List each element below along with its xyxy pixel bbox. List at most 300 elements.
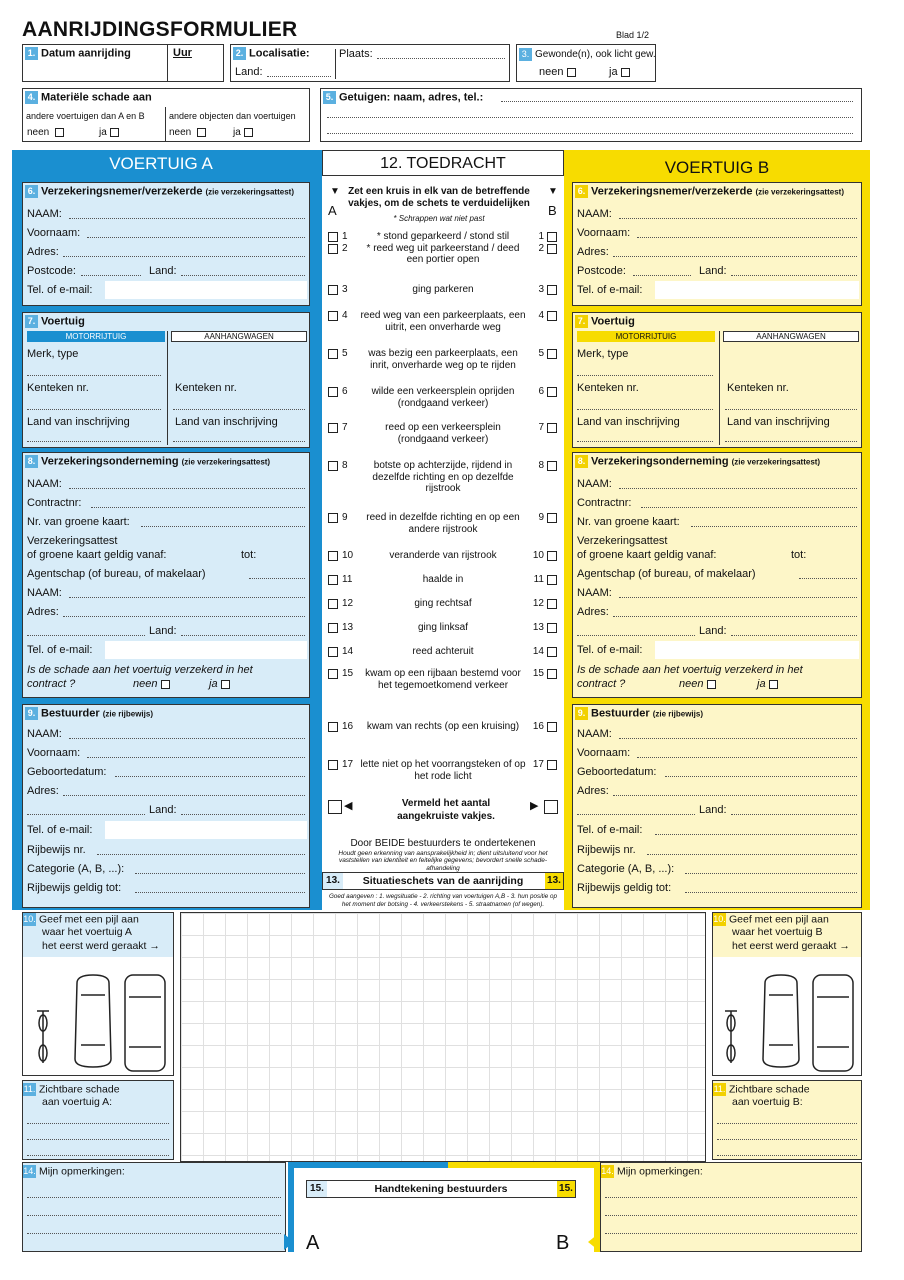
toedracht-a-checkbox-2[interactable] bbox=[328, 244, 338, 254]
toedracht-b-checkbox-11[interactable] bbox=[547, 575, 557, 585]
toedracht-item-label: botste op achterzijde, rijdend in dezelfde richting en op dezelfde rijstrook bbox=[372, 460, 514, 494]
section-material-damage: 4. Materiële schade aan andere voertuigen dan A en B andere objecten dan voertuigen neen ja neen ja bbox=[22, 88, 310, 142]
a-covered-no-checkbox[interactable] bbox=[161, 680, 170, 689]
a-agent-label: Agentschap (of bureau, of makelaar) bbox=[27, 568, 206, 580]
signature-num-a: 15. bbox=[307, 1181, 327, 1197]
insurer-a-hint: (zie verzekeringsattest) bbox=[181, 457, 271, 467]
insurer-b: 8. Verzekeringsonderneming (zie verzekeringsattest) NAAM: Contractnr: Nr. van groene kaart: Verzekeringsattest of groene kaart geldig vanaf: tot: Agentschap (of bureau, of makelaar) NAAM: Adres: Land: Tel. of e-mail: Is de schade aan het voertuig verzekerd in het contract ? neen ja bbox=[572, 452, 862, 698]
b-voornaam-field[interactable] bbox=[637, 237, 857, 238]
toedracht-b-number: 9 bbox=[538, 512, 544, 523]
toedracht-b-checkbox-7[interactable] bbox=[547, 423, 557, 433]
policyholder-b: 6. Verzekeringsnemer/verzekerde (zie verzekeringsattest) NAAM: Voornaam: Adres: Postcode: Land: Tel. of e-mail: bbox=[572, 182, 862, 306]
driver-a-hint: (zie rijbewijs) bbox=[102, 709, 153, 719]
impact-a: 10. Geef met een pijl aan waar het voertuig A het eerst werd geraakt → bbox=[22, 912, 174, 1076]
toedracht-b-number: 12 bbox=[532, 598, 544, 609]
vehicle-a-section: 7. Voertuig MOTORRIJTUIG AANHANGWAGEN Merk, type Kenteken nr. Kenteken nr. Land van inschrijving Land van inschrijving bbox=[22, 312, 310, 448]
toedracht-item-label: kwam op een rijbaan bestemd voor het tegemoetkomend verkeer bbox=[365, 668, 521, 691]
a-tel-label: Tel. of e-mail: bbox=[27, 284, 93, 296]
a-drv-voornaam-field[interactable] bbox=[87, 757, 305, 758]
b-contract-field[interactable] bbox=[641, 507, 857, 508]
a-drv-geboorte-label: Geboortedatum: bbox=[27, 766, 107, 778]
toedracht-item-label: wilde een verkeersplein oprijden (rondgaand verkeer) bbox=[371, 386, 515, 409]
a-drv-adres-field[interactable] bbox=[63, 795, 305, 796]
a-merk-label: Merk, type bbox=[27, 348, 79, 360]
toedracht-item-label: reed achteruit bbox=[412, 646, 474, 657]
a-covered-yes-label: ja bbox=[209, 678, 218, 690]
other-vehicles-label: andere voertuigen dan A en B bbox=[26, 111, 145, 121]
toedracht-a-checkbox-11[interactable] bbox=[328, 575, 338, 585]
toedracht-item-label: veranderde van rijstrook bbox=[389, 550, 497, 561]
b-groene-label: Nr. van groene kaart: bbox=[577, 516, 680, 528]
a-drv-adres2-field[interactable] bbox=[27, 814, 145, 815]
a-adres-field[interactable] bbox=[63, 256, 305, 257]
damage-a-line1: Zichtbare schade bbox=[39, 1083, 120, 1096]
toedracht-b-checkbox-4[interactable] bbox=[547, 311, 557, 321]
remarks-b-field-2[interactable] bbox=[605, 1215, 857, 1216]
a-agent-tel-label: Tel. of e-mail: bbox=[27, 644, 93, 656]
b-merk-field[interactable] bbox=[577, 375, 713, 376]
driver-a: 9. Bestuurder (zie rijbewijs) NAAM: Voornaam: Geboortedatum: Adres: Land: Tel. of e-mail: Rijbewijs nr. Categorie (A, B, ...): Rijbewijs geldig tot: bbox=[22, 704, 310, 908]
toedracht-b-checkbox-12[interactable] bbox=[547, 599, 557, 609]
other-objects-label: andere objecten dan voertuigen bbox=[169, 111, 296, 121]
vehicle-b-label: Voertuig bbox=[591, 315, 635, 328]
toedracht-a-checkbox-4[interactable] bbox=[328, 311, 338, 321]
policyholder-a: 6. Verzekeringsnemer/verzekerde (zie verzekeringsattest) NAAM: Voornaam: Adres: Postcode: Land: Tel. of e-mail: bbox=[22, 182, 310, 306]
a-trailer-land-label: Land van inschrijving bbox=[175, 416, 278, 428]
toedracht-b-checkbox-16[interactable] bbox=[547, 722, 557, 732]
remarks-b-field-1[interactable] bbox=[605, 1197, 857, 1198]
toedracht-b-number: 13 bbox=[532, 622, 544, 633]
toedracht-b-checkbox-5[interactable] bbox=[547, 349, 557, 359]
b-land-label: Land: bbox=[699, 265, 727, 277]
toedracht-b-checkbox-2[interactable] bbox=[547, 244, 557, 254]
date-field[interactable] bbox=[25, 63, 163, 79]
a-agent-adres-label: Adres: bbox=[27, 606, 59, 618]
b-naam-field[interactable] bbox=[619, 218, 857, 219]
toedracht-b-checkbox-9[interactable] bbox=[547, 513, 557, 523]
injured-no-label: neen bbox=[539, 66, 564, 78]
section-witnesses: 5. Getuigen: naam, adres, tel.: bbox=[320, 88, 862, 142]
witnesses-line-3[interactable] bbox=[327, 133, 853, 134]
b-drv-naam-field[interactable] bbox=[619, 738, 857, 739]
sketch-num-a: 13. bbox=[323, 873, 343, 889]
toedracht-a-number: 4 bbox=[342, 310, 348, 321]
sign-note: Houdt geen erkenning van aansprakelijkheid in; dient uitsluitend voor het vaststellen van identiteit en feitelijke gegevens; bevordert snelle schade-afhandeling bbox=[338, 850, 548, 872]
toedracht-a-number: 3 bbox=[342, 284, 348, 295]
a-land-insch-field[interactable] bbox=[27, 441, 161, 442]
b-trailer-header: AANHANGWAGEN bbox=[723, 331, 859, 342]
sketch-grid[interactable] bbox=[180, 912, 706, 1162]
toedracht-b-checkbox-14[interactable] bbox=[547, 647, 557, 657]
toedracht-a-number: 7 bbox=[342, 422, 348, 433]
toedracht-b-number: 11 bbox=[533, 574, 544, 585]
toedracht-a-number: 10 bbox=[342, 550, 354, 561]
toedracht-a-number: 8 bbox=[342, 460, 348, 471]
sketch-header bbox=[322, 872, 564, 890]
remarks-b-field-3[interactable] bbox=[605, 1233, 857, 1234]
b-groene-field[interactable] bbox=[691, 526, 857, 527]
toedracht-b-number: 17 bbox=[532, 759, 544, 770]
toedracht-a-checkbox-7[interactable] bbox=[328, 423, 338, 433]
b-drv-geboorte-field[interactable] bbox=[665, 776, 857, 777]
b-postcode-field[interactable] bbox=[633, 275, 691, 276]
b-covered-yes-label: ja bbox=[757, 678, 766, 690]
vehicle-a-title: VOERTUIG A bbox=[109, 154, 213, 173]
a-drv-tel-field[interactable] bbox=[105, 821, 307, 839]
toedracht-item-label: * stond geparkeerd / stond stil * reed weg uit parkeerstand / deed een portier open bbox=[366, 231, 520, 265]
a-trailer-land-field[interactable] bbox=[173, 441, 305, 442]
a-rijbewijs-field[interactable] bbox=[97, 854, 305, 855]
toedracht-item-label: reed in dezelfde richting en op een andere rijstrook bbox=[366, 512, 520, 535]
toedracht-b-checkbox-13[interactable] bbox=[547, 623, 557, 633]
toedracht-a-number: 15 bbox=[342, 668, 354, 679]
impact-b-line1: Geef met een pijl aan bbox=[729, 913, 829, 926]
objects-no-label: neen bbox=[169, 127, 192, 138]
policyholder-a-label: Verzekeringsnemer/verzekerde bbox=[41, 185, 203, 198]
toedracht-b-checkbox-3[interactable] bbox=[547, 285, 557, 295]
policyholder-b-label: Verzekeringsnemer/verzekerde bbox=[591, 185, 753, 198]
injured-no-checkbox[interactable] bbox=[567, 68, 576, 77]
b-voornaam-label: Voornaam: bbox=[577, 227, 631, 239]
signature-a-marker: A bbox=[306, 1232, 320, 1254]
b-trailer-kenteken-field[interactable] bbox=[725, 409, 857, 410]
driver-a-label: Bestuurder bbox=[41, 707, 100, 720]
vehicle-a-label: Voertuig bbox=[41, 315, 85, 328]
toedracht-header bbox=[322, 150, 564, 176]
remarks-a-field-3[interactable] bbox=[27, 1233, 281, 1234]
b-rijbewijs-field[interactable] bbox=[647, 854, 857, 855]
vehicles-no-checkbox[interactable] bbox=[55, 128, 64, 137]
insurer-a-label: Verzekeringsonderneming bbox=[41, 455, 179, 468]
b-agent-land-field[interactable] bbox=[731, 635, 857, 636]
total-a-box[interactable] bbox=[328, 800, 342, 814]
injured-yes-checkbox[interactable] bbox=[621, 68, 630, 77]
toedracht-item-label: reed op een verkeersplein (rondgaand verkeer) bbox=[385, 422, 501, 445]
signature-title: Handtekening bestuurders bbox=[374, 1183, 508, 1195]
remarks-b: 14. Mijn opmerkingen: bbox=[600, 1162, 862, 1252]
vehicle-b-section: 7. Voertuig MOTORRIJTUIG AANHANGWAGEN Merk, type Kenteken nr. Kenteken nr. Land van inschrijving Land van inschrijving bbox=[572, 312, 862, 448]
b-drv-tel-label: Tel. of e-mail: bbox=[577, 824, 643, 836]
b-merk-label: Merk, type bbox=[577, 348, 629, 360]
toedracht-a-number: 13 bbox=[342, 622, 354, 633]
a-postcode-field[interactable] bbox=[81, 275, 141, 276]
impact-b: 10. Geef met een pijl aan waar het voertuig B het eerst werd geraakt → bbox=[712, 912, 862, 1076]
a-postcode-label: Postcode: bbox=[27, 265, 76, 277]
a-land-field[interactable] bbox=[181, 275, 305, 276]
b-agent-naam-label: NAAM: bbox=[577, 587, 612, 599]
b-drv-voornaam-field[interactable] bbox=[637, 757, 857, 758]
sheet-number: Blad 1/2 bbox=[616, 30, 650, 40]
a-contract-field[interactable] bbox=[91, 507, 305, 508]
a-motor-header: MOTORRIJTUIG bbox=[27, 331, 165, 342]
a-contract-label: Contractnr: bbox=[27, 497, 82, 509]
a-ins-naam-field[interactable] bbox=[69, 488, 305, 489]
toedracht-item-label: was bezig een parkeerplaats, een inrit, onverharde weg op te rijden bbox=[368, 348, 518, 371]
b-land-insch-field[interactable] bbox=[577, 441, 713, 442]
damage-b-field-1[interactable] bbox=[717, 1123, 857, 1124]
a-categorie-field[interactable] bbox=[135, 873, 305, 874]
toedracht-col-a: A bbox=[328, 203, 337, 218]
a-trailer-kenteken-field[interactable] bbox=[173, 409, 305, 410]
toedracht-item-label: reed weg van een parkeerplaats, een uitrit, een onverharde weg bbox=[360, 310, 526, 333]
a-drv-naam-label: NAAM: bbox=[27, 728, 62, 740]
b-agent-land-label: Land: bbox=[699, 625, 727, 637]
a-agent-naam-field[interactable] bbox=[69, 597, 305, 598]
b-agent-naam-field[interactable] bbox=[619, 597, 857, 598]
toedracht-b-number: 1 bbox=[538, 231, 544, 242]
toedracht-a-checkbox-15[interactable] bbox=[328, 669, 338, 679]
toedracht-b-checkbox-1[interactable] bbox=[547, 232, 557, 242]
a-drv-land-label: Land: bbox=[149, 804, 177, 816]
toedracht-a-checkbox-9[interactable] bbox=[328, 513, 338, 523]
impact-a-line2: waar het voertuig A bbox=[42, 926, 132, 939]
b-drv-adres-field[interactable] bbox=[613, 795, 857, 796]
b-drv-tel-field[interactable] bbox=[655, 834, 857, 835]
a-covered-question-2: contract ? bbox=[27, 678, 76, 690]
vehicle-b-title: VOERTUIG B bbox=[664, 158, 770, 177]
toedracht-a-checkbox-10[interactable] bbox=[328, 551, 338, 561]
signature-b-marker: B bbox=[556, 1232, 570, 1254]
toedracht-a-number: 16 bbox=[342, 721, 354, 732]
toedracht-a-checkbox-17[interactable] bbox=[328, 760, 338, 770]
a-geldig-label: Rijbewijs geldig tot: bbox=[27, 882, 122, 894]
witnesses-line-2[interactable] bbox=[327, 117, 853, 118]
objects-no-checkbox[interactable] bbox=[197, 128, 206, 137]
damage-b-line1: Zichtbare schade bbox=[729, 1083, 810, 1096]
a-drv-geboorte-field[interactable] bbox=[115, 776, 305, 777]
driver-b: 9. Bestuurder (zie rijbewijs) NAAM: Voornaam: Geboortedatum: Adres: Land: Tel. of e-mail: Rijbewijs nr. Categorie (A, B, ...): Rijbewijs geldig tot: bbox=[572, 704, 862, 908]
remarks-a-field-1[interactable] bbox=[27, 1197, 281, 1198]
a-agent-field[interactable] bbox=[249, 578, 305, 579]
toedracht-b-checkbox-17[interactable] bbox=[547, 760, 557, 770]
a-land-insch-label: Land van inschrijving bbox=[27, 416, 130, 428]
damage-a-field-2[interactable] bbox=[27, 1139, 169, 1140]
a-drv-adres-label: Adres: bbox=[27, 785, 59, 797]
vehicle-silhouettes-b-icon[interactable] bbox=[715, 967, 861, 1075]
time-field[interactable] bbox=[171, 63, 221, 79]
b-postcode-label: Postcode: bbox=[577, 265, 626, 277]
b-tel-label: Tel. of e-mail: bbox=[577, 284, 643, 296]
a-voornaam-field[interactable] bbox=[87, 237, 305, 238]
a-groene-label: Nr. van groene kaart: bbox=[27, 516, 130, 528]
a-covered-no-label: neen bbox=[133, 678, 158, 690]
toedracht-a-number: 17 bbox=[342, 759, 354, 770]
a-attest-label: Verzekeringsattest bbox=[27, 535, 118, 547]
toedracht-title: 12. TOEDRACHT bbox=[380, 155, 506, 172]
driver-b-hint: (zie rijbewijs) bbox=[652, 709, 703, 719]
a-naam-field[interactable] bbox=[69, 218, 305, 219]
toedracht-a-checkbox-8[interactable] bbox=[328, 461, 338, 471]
b-covered-question-2: contract ? bbox=[577, 678, 626, 690]
b-trailer-kenteken-label: Kenteken nr. bbox=[727, 382, 789, 394]
b-adres-label: Adres: bbox=[577, 246, 609, 258]
b-attest-to-label: tot: bbox=[791, 549, 807, 561]
toedracht-b-checkbox-8[interactable] bbox=[547, 461, 557, 471]
a-ins-naam-label: NAAM: bbox=[27, 478, 62, 490]
a-kenteken-field[interactable] bbox=[27, 409, 161, 410]
b-covered-yes-checkbox[interactable] bbox=[769, 680, 778, 689]
b-trailer-land-label: Land van inschrijving bbox=[727, 416, 830, 428]
b-agent-adres-field[interactable] bbox=[613, 616, 857, 617]
sketch-note: Goed aangeven : 1. wegsituatie - 2. richting van voertuigen A,B - 3. hun positie op het moment der botsing - 4. verkeerstekens - 5. straatnamen (of wegen). bbox=[329, 893, 557, 908]
signature-header bbox=[306, 1180, 576, 1198]
toedracht-a-checkbox-13[interactable] bbox=[328, 623, 338, 633]
b-categorie-label: Categorie (A, B, ...): bbox=[577, 863, 675, 875]
toedracht-a-checkbox-5[interactable] bbox=[328, 349, 338, 359]
a-categorie-label: Categorie (A, B, ...): bbox=[27, 863, 125, 875]
vehicle-silhouettes-a-icon[interactable] bbox=[27, 967, 173, 1075]
vehicles-yes-checkbox[interactable] bbox=[110, 128, 119, 137]
a-covered-yes-checkbox[interactable] bbox=[221, 680, 230, 689]
a-drv-naam-field[interactable] bbox=[69, 738, 305, 739]
b-trailer-land-field[interactable] bbox=[725, 441, 857, 442]
toedracht-col-b: B bbox=[548, 203, 557, 218]
b-adres-field[interactable] bbox=[613, 256, 857, 257]
toedracht-item-label: haalde in bbox=[422, 574, 464, 585]
toedracht-a-checkbox-6[interactable] bbox=[328, 387, 338, 397]
witnesses-label: Getuigen: naam, adres, tel.: bbox=[339, 91, 484, 104]
toedracht-b-checkbox-15[interactable] bbox=[547, 669, 557, 679]
witnesses-line-1[interactable] bbox=[501, 101, 853, 102]
toedracht-b-checkbox-10[interactable] bbox=[547, 551, 557, 561]
policyholder-b-hint: (zie verzekeringsattest) bbox=[755, 187, 844, 197]
impact-a-line1: Geef met een pijl aan bbox=[39, 913, 139, 926]
b-geldig-label: Rijbewijs geldig tot: bbox=[577, 882, 672, 894]
a-agent-land-label: Land: bbox=[149, 625, 177, 637]
a-agent-tel-field[interactable] bbox=[105, 641, 307, 659]
toedracht-b-number: 3 bbox=[538, 284, 544, 295]
b-land-insch-label: Land van inschrijving bbox=[577, 416, 680, 428]
toedracht-a-checkbox-1[interactable] bbox=[328, 232, 338, 242]
signature-a-area[interactable] bbox=[300, 1200, 436, 1250]
land-field[interactable] bbox=[267, 76, 331, 77]
b-ins-naam-label: NAAM: bbox=[577, 478, 612, 490]
b-motor-header: MOTORRIJTUIG bbox=[577, 331, 715, 342]
b-contract-label: Contractnr: bbox=[577, 497, 632, 509]
a-agent-adres2-field[interactable] bbox=[27, 635, 145, 636]
toedracht-b-number: 15 bbox=[532, 668, 544, 679]
b-land-field[interactable] bbox=[731, 275, 857, 276]
b-drv-adres-label: Adres: bbox=[577, 785, 609, 797]
b-kenteken-label: Kenteken nr. bbox=[577, 382, 639, 394]
toedracht-a-number: 6 bbox=[342, 386, 348, 397]
a-merk-field[interactable] bbox=[27, 375, 161, 376]
b-drv-land-label: Land: bbox=[699, 804, 727, 816]
vehicles-no-label: neen bbox=[27, 127, 50, 138]
impact-b-line2: waar het voertuig B bbox=[732, 926, 823, 939]
b-tel-field[interactable] bbox=[655, 281, 859, 299]
toedracht-b-number: 2 bbox=[538, 243, 544, 254]
toedracht-a-number: 12 bbox=[342, 598, 354, 609]
toedracht-a-number: 5 bbox=[342, 348, 348, 359]
a-groene-field[interactable] bbox=[141, 526, 305, 527]
toedracht-a-number: 11 bbox=[342, 574, 353, 585]
toedracht-b-checkbox-6[interactable] bbox=[547, 387, 557, 397]
b-agent-adres2-field[interactable] bbox=[577, 635, 695, 636]
a-geldig-field[interactable] bbox=[135, 892, 305, 893]
a-tel-field[interactable] bbox=[105, 281, 307, 299]
land-label: Land: bbox=[235, 66, 263, 78]
impact-a-line3: het eerst werd geraakt → bbox=[42, 939, 160, 952]
damage-a-field-3[interactable] bbox=[27, 1155, 169, 1156]
b-geldig-field[interactable] bbox=[685, 892, 857, 893]
toedracht-b-number: 5 bbox=[538, 348, 544, 359]
a-covered-question: Is de schade aan het voertuig verzekerd in het bbox=[27, 664, 253, 676]
plaats-field[interactable] bbox=[377, 58, 505, 59]
damage-b-field-2[interactable] bbox=[717, 1139, 857, 1140]
toedracht-b-number: 14 bbox=[532, 646, 544, 657]
damage-a-field-1[interactable] bbox=[27, 1123, 169, 1124]
driver-b-label: Bestuurder bbox=[591, 707, 650, 720]
sketch-num-b: 13. bbox=[545, 873, 563, 889]
toedracht-a-checkbox-14[interactable] bbox=[328, 647, 338, 657]
toedracht-intro: Zet een kruis in elk van de betreffende vakjes, om de schets te verduidelijken bbox=[348, 186, 530, 209]
plaats-label: Plaats: bbox=[339, 48, 373, 60]
toedracht-item-label: lette niet op het voorrangsteken of op het rode licht bbox=[360, 759, 526, 782]
b-agent-label: Agentschap (of bureau, of makelaar) bbox=[577, 568, 756, 580]
b-drv-adres2-field[interactable] bbox=[577, 814, 695, 815]
toedracht-note: * Schrappen wat niet past bbox=[393, 214, 485, 223]
b-drv-land-field[interactable] bbox=[731, 814, 857, 815]
objects-yes-checkbox[interactable] bbox=[244, 128, 253, 137]
visible-damage-a: 11. Zichtbare schade aan voertuig A: bbox=[22, 1080, 174, 1160]
damage-b-line2: aan voertuig B: bbox=[732, 1096, 803, 1109]
b-covered-question: Is de schade aan het voertuig verzekerd in het bbox=[577, 664, 803, 676]
remarks-a-field-2[interactable] bbox=[27, 1215, 281, 1216]
b-attest-label: Verzekeringsattest bbox=[577, 535, 668, 547]
section-date: 1. Datum aanrijding Uur bbox=[22, 44, 224, 82]
sketch-title: Situatieschets van de aanrijding bbox=[362, 875, 524, 887]
remarks-a-label: Mijn opmerkingen: bbox=[39, 1165, 125, 1178]
b-agent-field[interactable] bbox=[799, 578, 857, 579]
policyholder-a-hint: (zie verzekeringsattest) bbox=[205, 187, 294, 197]
a-trailer-header: AANHANGWAGEN bbox=[171, 331, 307, 342]
b-kenteken-field[interactable] bbox=[577, 409, 713, 410]
damage-b-field-3[interactable] bbox=[717, 1155, 857, 1156]
a-agent-adres-field[interactable] bbox=[63, 616, 305, 617]
a-drv-land-field[interactable] bbox=[181, 814, 305, 815]
section-location: 2. Localisatie: Plaats: Land: bbox=[230, 44, 510, 82]
insurer-a: 8. Verzekeringsonderneming (zie verzekeringsattest) NAAM: Contractnr: Nr. van groene kaart: Verzekeringsattest of groene kaart geldig vanaf: tot: Agentschap (of bureau, of makelaar) NAAM: Adres: Land: Tel. of e-mail: Is de schade aan het voertuig verzekerd in het contract ? neen ja bbox=[22, 452, 310, 698]
toedracht-item-label: ging rechtsaf bbox=[414, 598, 472, 609]
a-drv-voornaam-label: Voornaam: bbox=[27, 747, 81, 759]
b-categorie-field[interactable] bbox=[685, 873, 857, 874]
total-label: Vermeld het aantal aangekruiste vakjes. bbox=[397, 798, 495, 822]
b-covered-no-checkbox[interactable] bbox=[707, 680, 716, 689]
time-label: Uur bbox=[173, 47, 192, 59]
toedracht-b-number: 7 bbox=[538, 422, 544, 433]
toedracht-a-checkbox-3[interactable] bbox=[328, 285, 338, 295]
toedracht-a-checkbox-16[interactable] bbox=[328, 722, 338, 732]
impact-b-line3: het eerst werd geraakt → bbox=[732, 939, 850, 952]
b-ins-naam-field[interactable] bbox=[619, 488, 857, 489]
a-agent-land-field[interactable] bbox=[181, 635, 305, 636]
remarks-a: 14. Mijn opmerkingen: bbox=[22, 1162, 286, 1252]
total-b-box[interactable] bbox=[544, 800, 558, 814]
b-rijbewijs-label: Rijbewijs nr. bbox=[577, 844, 636, 856]
toedracht-a-checkbox-12[interactable] bbox=[328, 599, 338, 609]
toedracht-b-number: 16 bbox=[532, 721, 544, 732]
vehicles-yes-label: ja bbox=[99, 127, 107, 138]
date-label: Datum aanrijding bbox=[41, 47, 131, 60]
toedracht-b-number: 8 bbox=[538, 460, 544, 471]
b-agent-tel-field[interactable] bbox=[655, 641, 859, 659]
section-injured: 3. Gewonde(n), ook licht gew. neen ja bbox=[516, 44, 656, 82]
toedracht-b-number: 10 bbox=[532, 550, 544, 561]
toedracht-item-label: ging parkeren bbox=[412, 284, 474, 295]
b-naam-label: NAAM: bbox=[577, 208, 612, 220]
toedracht-a-number: 14 bbox=[342, 646, 354, 657]
